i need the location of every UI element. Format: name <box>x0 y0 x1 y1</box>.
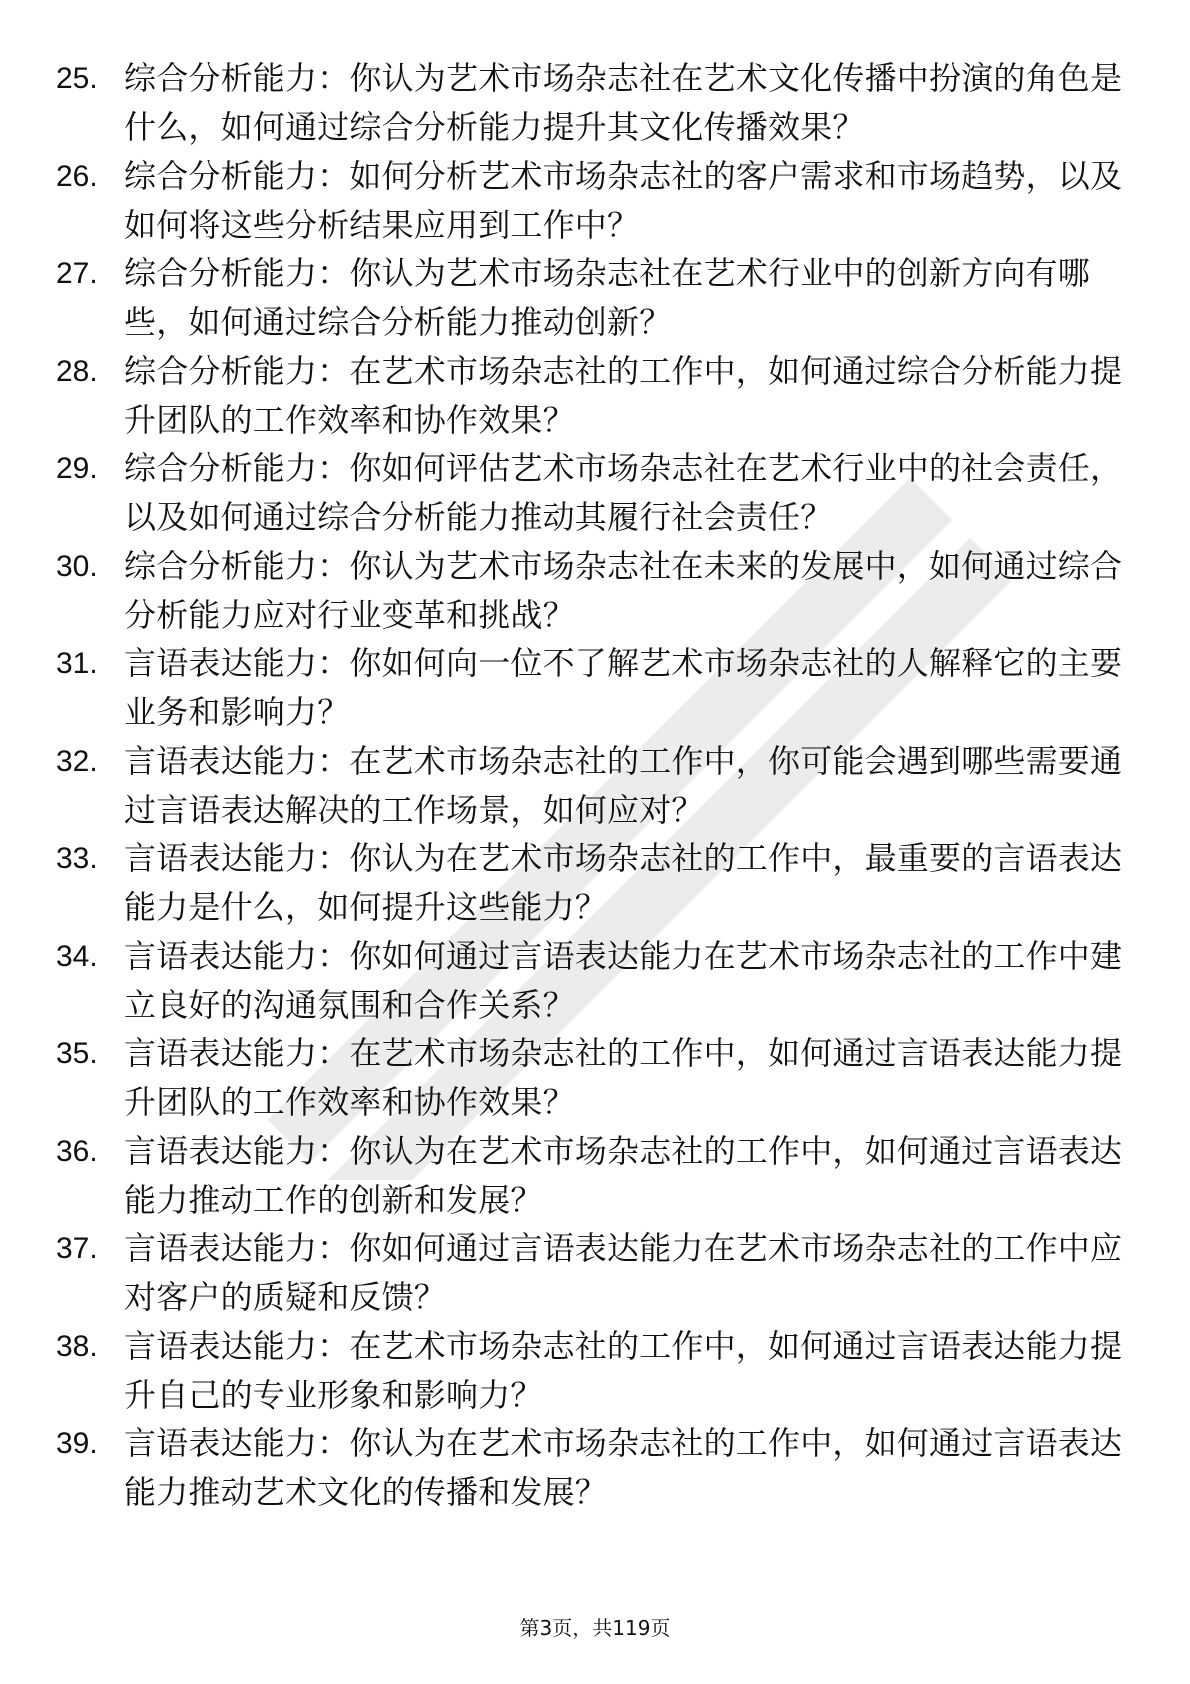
question-item <box>56 633 1136 731</box>
question-text: 言语表达能力：在艺术市场杂志社的工作中，如何通过言语表达能力提升团队的工作效率和协作效果？ <box>124 1034 1123 1121</box>
question-text: 综合分析能力：你认为艺术市场杂志社在艺术文化传播中扮演的角色是什么，如何通过综合分析能力提升其文化传播效果？ <box>124 59 1123 146</box>
question-item <box>56 48 1136 146</box>
question-text: 言语表达能力：在艺术市场杂志社的工作中，如何通过言语表达能力提升自己的专业形象和影响力？ <box>124 1326 1123 1414</box>
question-item <box>56 731 1136 829</box>
question-number: 31. <box>56 647 98 680</box>
question-number: 25. <box>56 62 98 95</box>
question-text: 综合分析能力：你认为艺术市场杂志社在未来的发展中，如何通过综合分析能力应对行业变革和挑战？ <box>124 546 1123 634</box>
question-item <box>56 438 1136 536</box>
question-number: 27. <box>56 257 98 290</box>
question-number: 29. <box>56 452 98 485</box>
question-item <box>56 1413 1136 1511</box>
question-item <box>56 1218 1136 1316</box>
question-text: 言语表达能力：你认为在艺术市场杂志社的工作中，最重要的言语表达能力是什么，如何提升这些能力？ <box>124 839 1123 926</box>
question-item <box>56 243 1136 341</box>
question-number: 26. <box>56 159 98 193</box>
question-number: 33. <box>56 842 98 875</box>
question-item <box>56 341 1136 439</box>
question-number: 34. <box>56 939 98 973</box>
question-number: 35. <box>56 1037 98 1070</box>
question-number: 28. <box>56 354 98 388</box>
question-item <box>56 828 1136 926</box>
question-number: 39. <box>56 1427 98 1460</box>
question-text: 言语表达能力：你认为在艺术市场杂志社的工作中，如何通过言语表达能力推动工作的创新和发展？ <box>124 1131 1123 1219</box>
question-item <box>56 926 1136 1024</box>
question-item <box>56 1121 1136 1219</box>
question-item <box>56 146 1136 244</box>
question-list <box>56 48 1136 1511</box>
question-text: 言语表达能力：你如何通过言语表达能力在艺术市场杂志社的工作中建立良好的沟通氛围和合作关系？ <box>124 936 1123 1024</box>
question-number: 36. <box>56 1134 98 1168</box>
page-number-label: 第3页，共119页 <box>519 1616 671 1640</box>
question-text: 综合分析能力：如何分析艺术市场杂志社的客户需求和市场趋势，以及如何将这些分析结果应用到工作中？ <box>124 156 1123 244</box>
question-number: 32. <box>56 744 98 778</box>
question-text: 综合分析能力：你如何评估艺术市场杂志社在艺术行业中的社会责任，以及如何通过综合分析能力推动其履行社会责任？ <box>124 449 1123 536</box>
question-text: 综合分析能力：你认为艺术市场杂志社在艺术行业中的创新方向有哪些，如何通过综合分析能力推动创新？ <box>124 254 1091 341</box>
question-number: 38. <box>56 1329 98 1363</box>
page-footer <box>0 1614 1190 1642</box>
question-text: 言语表达能力：你如何向一位不了解艺术市场杂志社的人解释它的主要业务和影响力？ <box>124 644 1123 731</box>
question-item <box>56 1316 1136 1414</box>
question-text: 言语表达能力：你如何通过言语表达能力在艺术市场杂志社的工作中应对客户的质疑和反馈？ <box>124 1229 1123 1316</box>
question-text: 言语表达能力：在艺术市场杂志社的工作中，你可能会遇到哪些需要通过言语表达解决的工作场景，如何应对？ <box>124 741 1123 829</box>
question-item <box>56 536 1136 634</box>
question-number: 37. <box>56 1232 98 1265</box>
question-text: 言语表达能力：你认为在艺术市场杂志社的工作中，如何通过言语表达能力推动艺术文化的传播和发展？ <box>124 1424 1123 1511</box>
question-item <box>56 1023 1136 1121</box>
question-number: 30. <box>56 549 98 583</box>
question-text: 综合分析能力：在艺术市场杂志社的工作中，如何通过综合分析能力提升团队的工作效率和协作效果？ <box>124 351 1123 439</box>
